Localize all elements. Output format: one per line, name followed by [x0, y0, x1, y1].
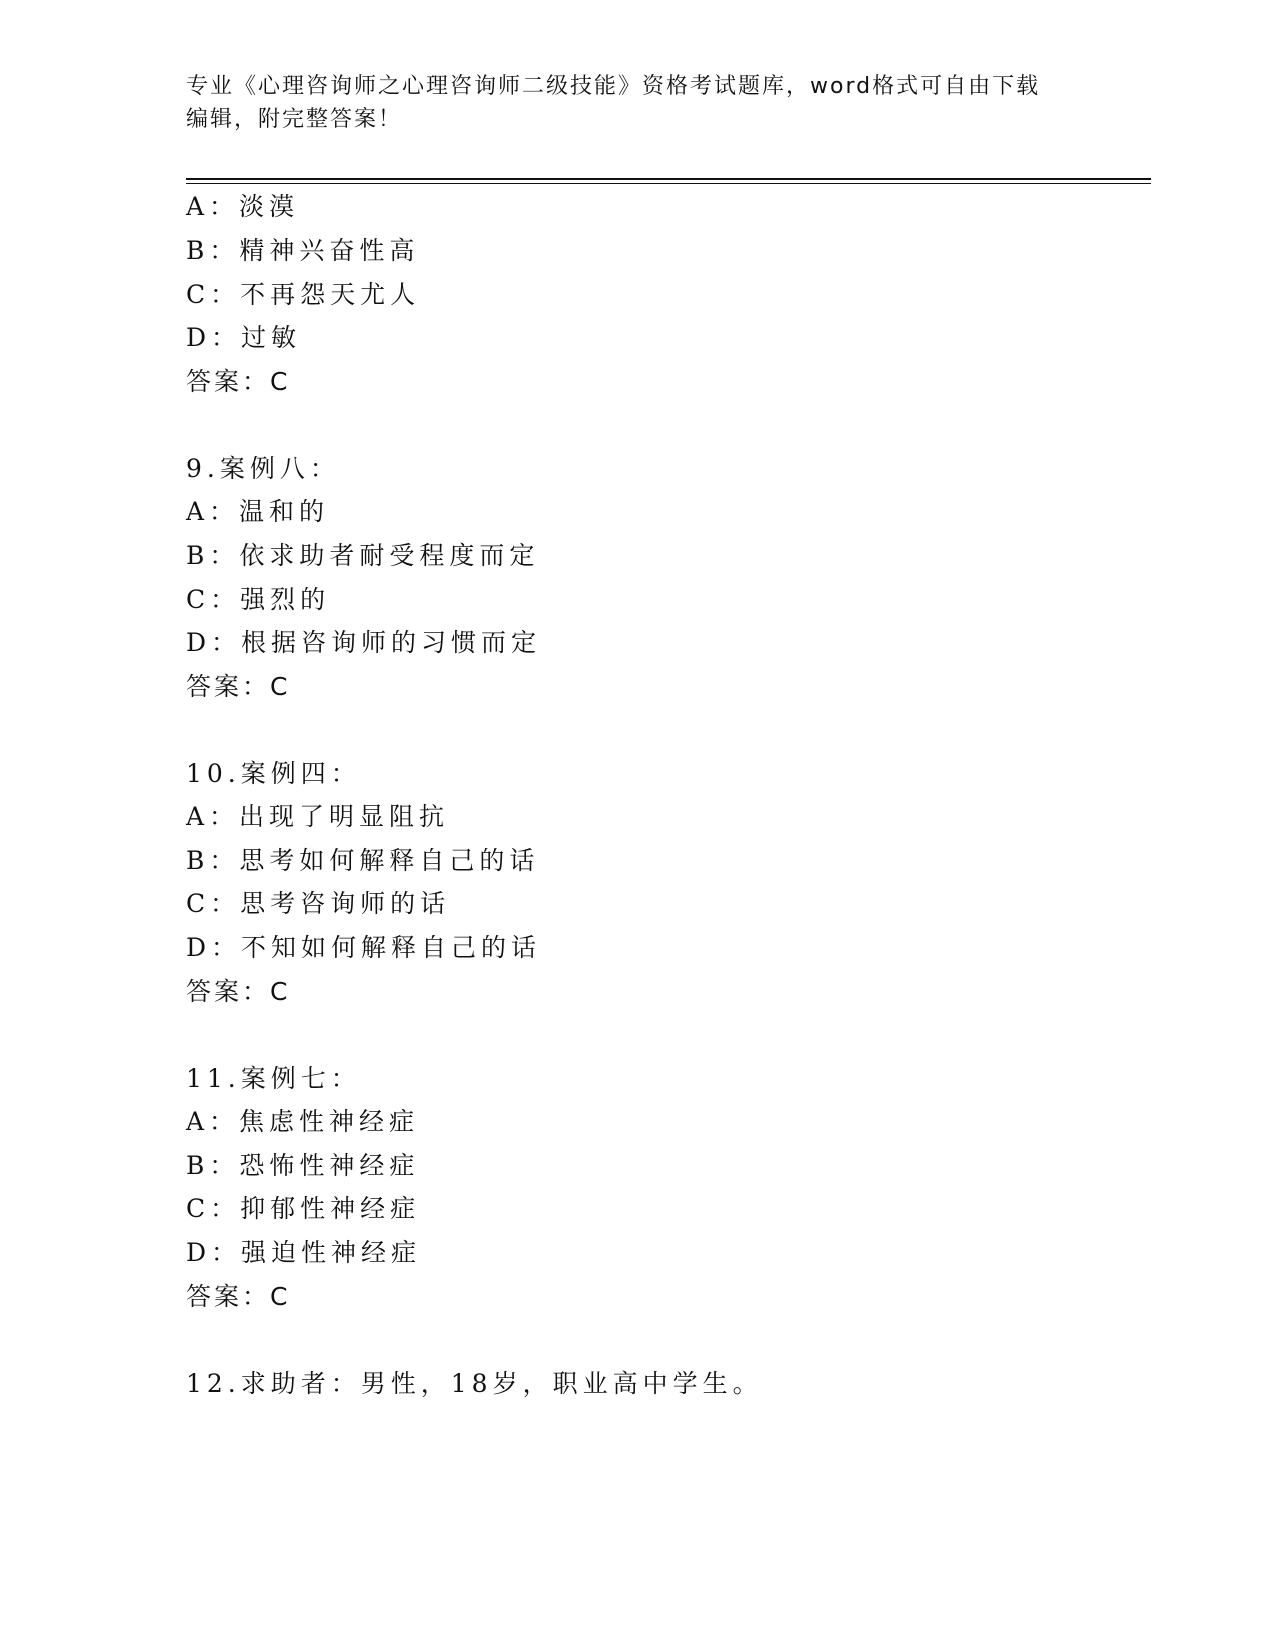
option-a: A：焦虑性神经症 [186, 1107, 420, 1136]
option-a: A：淡漠 [186, 192, 300, 221]
option-b: B：思考如何解释自己的话 [186, 846, 540, 875]
answer-line: 答案：C [186, 672, 291, 701]
question-title: 12.求助者：男性，18岁，职业高中学生。 [186, 1369, 763, 1398]
header-rule-thin [186, 183, 1151, 184]
question-title: 9.案例八： [186, 454, 340, 483]
option-c: C：不再怨天尤人 [186, 280, 421, 309]
question-title: 10.案例四： [186, 759, 361, 788]
option-a: A：温和的 [186, 497, 330, 526]
option-d: D：强迫性神经症 [186, 1238, 422, 1267]
question-title: 11.案例七： [186, 1064, 361, 1093]
option-b: B：精神兴奋性高 [186, 236, 420, 265]
answer-line: 答案：C [186, 1282, 291, 1311]
header-line-1: 专业《心理咨询师之心理咨询师二级技能》资格考试题库，word格式可自由下载 [186, 74, 1041, 99]
option-d: D：过敏 [186, 323, 302, 352]
answer-line: 答案：C [186, 977, 291, 1006]
header-rule-thick [186, 178, 1151, 180]
document-header [186, 70, 1086, 136]
header-line-2: 编辑，附完整答案！ [186, 107, 403, 132]
option-c: C：强烈的 [186, 585, 331, 614]
option-d: D：根据咨询师的习惯而定 [186, 628, 542, 657]
option-a: A：出现了明显阻抗 [186, 802, 450, 831]
option-b: B：依求助者耐受程度而定 [186, 541, 540, 570]
answer-line: 答案：C [186, 367, 291, 396]
option-d: D：不知如何解释自己的话 [186, 933, 542, 962]
option-b: B：恐怖性神经症 [186, 1151, 420, 1180]
option-c: C：抑郁性神经症 [186, 1194, 421, 1223]
option-c: C：思考咨询师的话 [186, 889, 451, 918]
